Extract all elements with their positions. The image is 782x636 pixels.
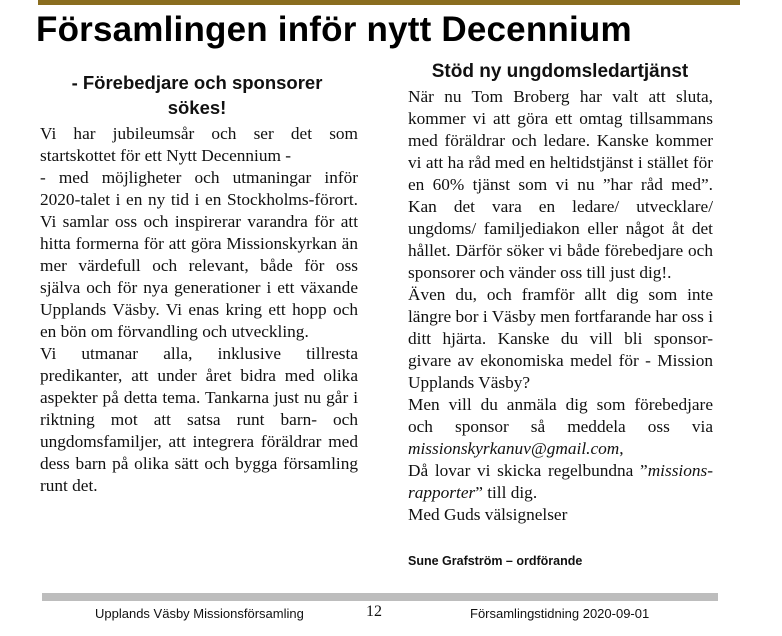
left-column [40, 123, 358, 497]
right-paragraph-3 [408, 394, 713, 460]
right-paragraph-2: Även du, och framför allt dig som inte längre bor i Väsby men fortfarande har oss i ditt hjärta. Kanske du vill bli sponsor-givare av ekonomiska medel för - Mission Upplands Väsby? [408, 285, 713, 392]
left-paragraph-1: Vi har jubileumsår och ser det som startskottet för ett Nytt Decennium - [40, 124, 358, 165]
contact-text: Men vill du anmäla dig som förebedjare och sponsor så meddela oss via [408, 395, 713, 436]
reports-term: missions-rapporter [408, 461, 713, 502]
left-paragraph-2: - med möjligheter och utmaningar inför 2020-talet i en ny tid i en Stockholms-förort. Vi samlar oss och inspirerar varandra för att hitta formerna för att göra Missionskyrkan än mer värdefull och relevant, både för oss själva och för nya generationer i ett växande Upplands Väsby. Vi enas kring ett hopp och en bön om förvandling och utveckling. [40, 168, 358, 341]
right-subtitle: Stöd ny ungdomsledartjänst [431, 61, 689, 82]
promise-text: Då lovar vi skicka regelbundna ” [408, 461, 648, 480]
signature: Sune Grafström – ordförande [408, 554, 583, 568]
contact-comma: , [619, 439, 624, 458]
right-paragraph-1: När nu Tom Broberg har valt att sluta, kommer vi att göra ett omtag tillsammans med föräldrar och ledare. Kanske kommer vi att ha råd med en heltidstjänst i stället för en 60% tjänst som vi nu ”har råd med”. Kan det vara en ledare/ utvecklare/ ungdoms/ familjediakon eller något åt det hållet. Därför söker vi både förebedjare och sponsorer och vänder oss till just dig!. [408, 87, 713, 282]
email-address[interactable]: missionskyrkanuv@gmail.com [408, 439, 620, 458]
promise-end: ” till dig. [475, 483, 538, 502]
right-paragraph-4 [408, 460, 713, 504]
left-subtitle: - Förebedjare och sponsorer sökes! [71, 72, 323, 118]
page-headline: Församlingen inför nytt Decennium [36, 10, 632, 49]
footer-organization: Upplands Väsby Missionsförsamling [95, 606, 304, 621]
footer-publication: Församlingstidning 2020-09-01 [470, 606, 650, 621]
right-paragraph-5: Med Guds välsignelser [408, 505, 568, 524]
page-number: 12 [366, 603, 382, 620]
footer-rule [42, 593, 718, 601]
right-column [408, 86, 713, 526]
top-rule [38, 0, 740, 5]
left-paragraph-3: Vi utmanar alla, inklusive tillresta predikanter, att under året bidra med olika aspekter på detta tema. Tankarna just nu går i riktning mot att satsa runt barn- och ungdomsfamiljer, att integrera föräldrar med dess barn på olika sätt och bygga församling runt det. [40, 344, 358, 495]
